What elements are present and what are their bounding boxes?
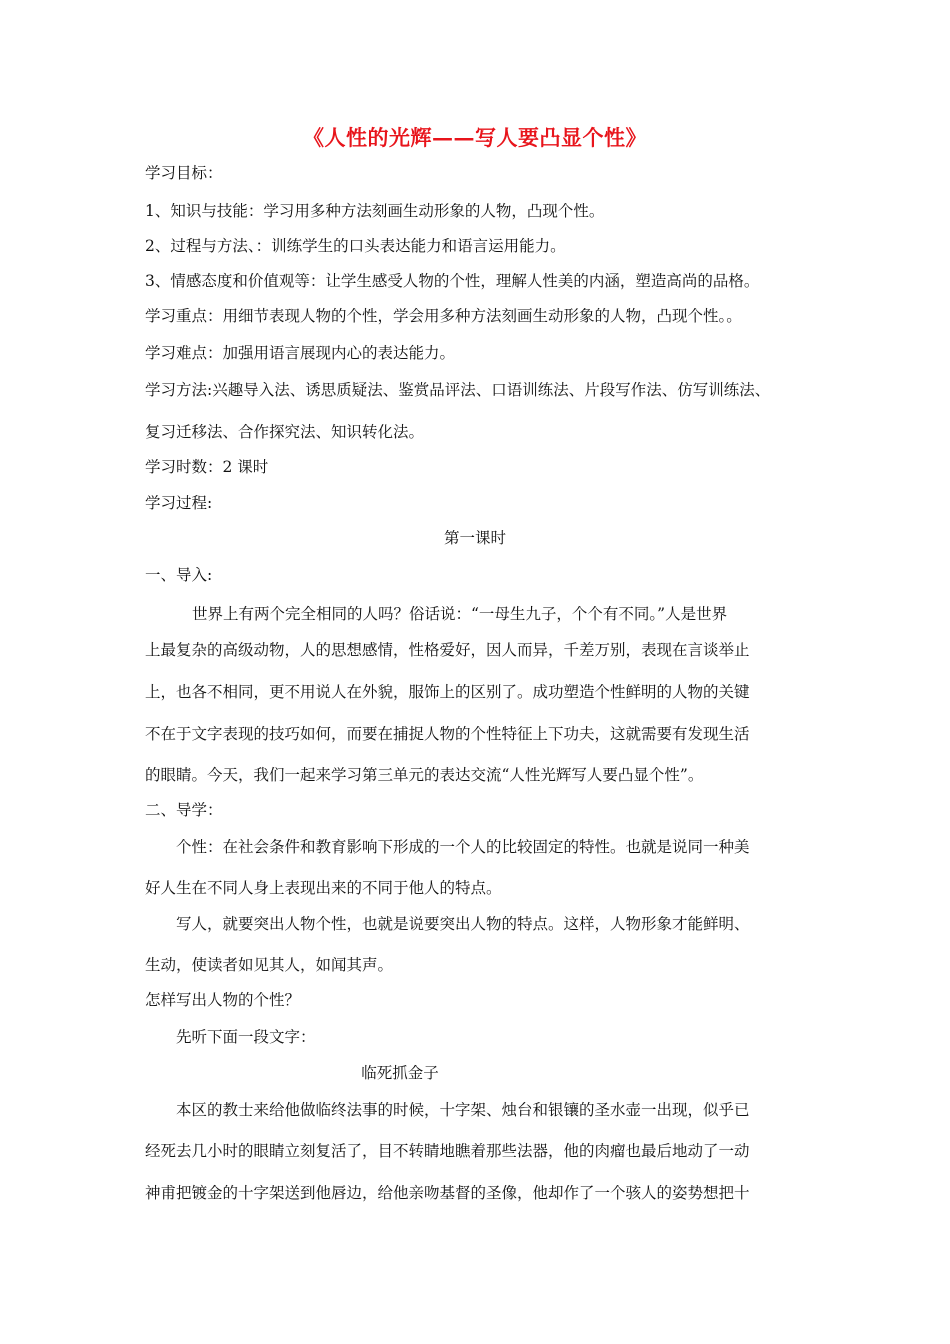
text-line-study-goals: 学习目标： <box>145 164 223 182</box>
excerpt-title: 临死抓金子 <box>361 1064 439 1082</box>
text-line-key-point: 学习重点：用细节表现人物的个性，学会用多种方法刻画生动形象的人物，凸现个性。。 <box>145 307 742 325</box>
paragraph-line: 上最复杂的高级动物，人的思想感情，性格爱好，因人而异，千差万别，表现在言谈举止 <box>145 641 750 659</box>
text-line-question: 怎样写出人物的个性？ <box>145 991 301 1009</box>
text-line-listen: 先听下面一段文字： <box>176 1028 316 1046</box>
text-line-methods-cont: 复习迁移法、合作探究法、知识转化法。 <box>145 423 425 441</box>
section-heading-guide: 二、导学： <box>145 801 223 819</box>
text-line-goal-2: 2、过程与方法、：训练学生的口头表达能力和语言运用能力。 <box>145 237 566 255</box>
excerpt-line: 本区的教士来给他做临终法事的时候，十字架、烛台和银镶的圣水壶一出现，似乎已 <box>176 1101 750 1119</box>
text-line-difficulty: 学习难点：加强用语言展现内心的表达能力。 <box>145 344 456 362</box>
section-heading-first-lesson: 第一课时 <box>443 529 506 547</box>
text-line-process: 学习过程: <box>145 494 213 512</box>
paragraph-line: 写人，就要突出人物个性，也就是说要突出人物的特点。这样，人物形象才能鲜明、 <box>176 915 750 933</box>
document-title: 《人性的光辉——写人要凸显个性》 <box>303 125 647 150</box>
paragraph-line: 个性：在社会条件和教育影响下形成的一个人的比较固定的特性。也就是说同一种美 <box>176 838 750 856</box>
paragraph-line: 的眼睛。今天，我们一起来学习第三单元的表达交流“人性光辉写人要凸显个性”。 <box>145 766 704 784</box>
text-line-goal-1: 1、知识与技能：学习用多种方法刻画生动形象的人物，凸现个性。 <box>145 202 605 220</box>
paragraph-line: 好人生在不同人身上表现出来的不同于他人的特点。 <box>145 879 502 897</box>
paragraph-line: 上，也各不相同，更不用说人在外貌，服饰上的区别了。成功塑造个性鲜明的人物的关键 <box>145 683 750 701</box>
paragraph-line: 不在于文字表现的技巧如何，而要在捕捉人物的个性特征上下功夫，这就需要有发现生活 <box>145 725 750 743</box>
section-heading-intro: 一、导入: <box>145 566 213 584</box>
text-line-goal-3: 3、情感态度和价值观等：让学生感受人物的个性，理解人性美的内涵，塑造高尚的品格。 <box>145 272 760 290</box>
paragraph-line: 世界上有两个完全相同的人吗？俗话说：“一母生九子，个个有不同。”人是世界 <box>192 605 728 623</box>
excerpt-line: 经死去几小时的眼睛立刻复活了，目不转睛地瞧着那些法器，他的肉瘤也最后地动了一动 <box>145 1142 750 1160</box>
paragraph-line: 生动，使读者如见其人，如闻其声。 <box>145 956 394 974</box>
text-line-methods: 学习方法:兴趣导入法、诱思质疑法、鉴赏品评法、口语训练法、片段写作法、仿写训练法、 <box>145 381 771 399</box>
text-line-hours: 学习时数：2 课时 <box>145 458 269 476</box>
excerpt-line: 神甫把镀金的十字架送到他唇边，给他亲吻基督的圣像，他却作了一个骇人的姿势想把十 <box>145 1184 750 1202</box>
